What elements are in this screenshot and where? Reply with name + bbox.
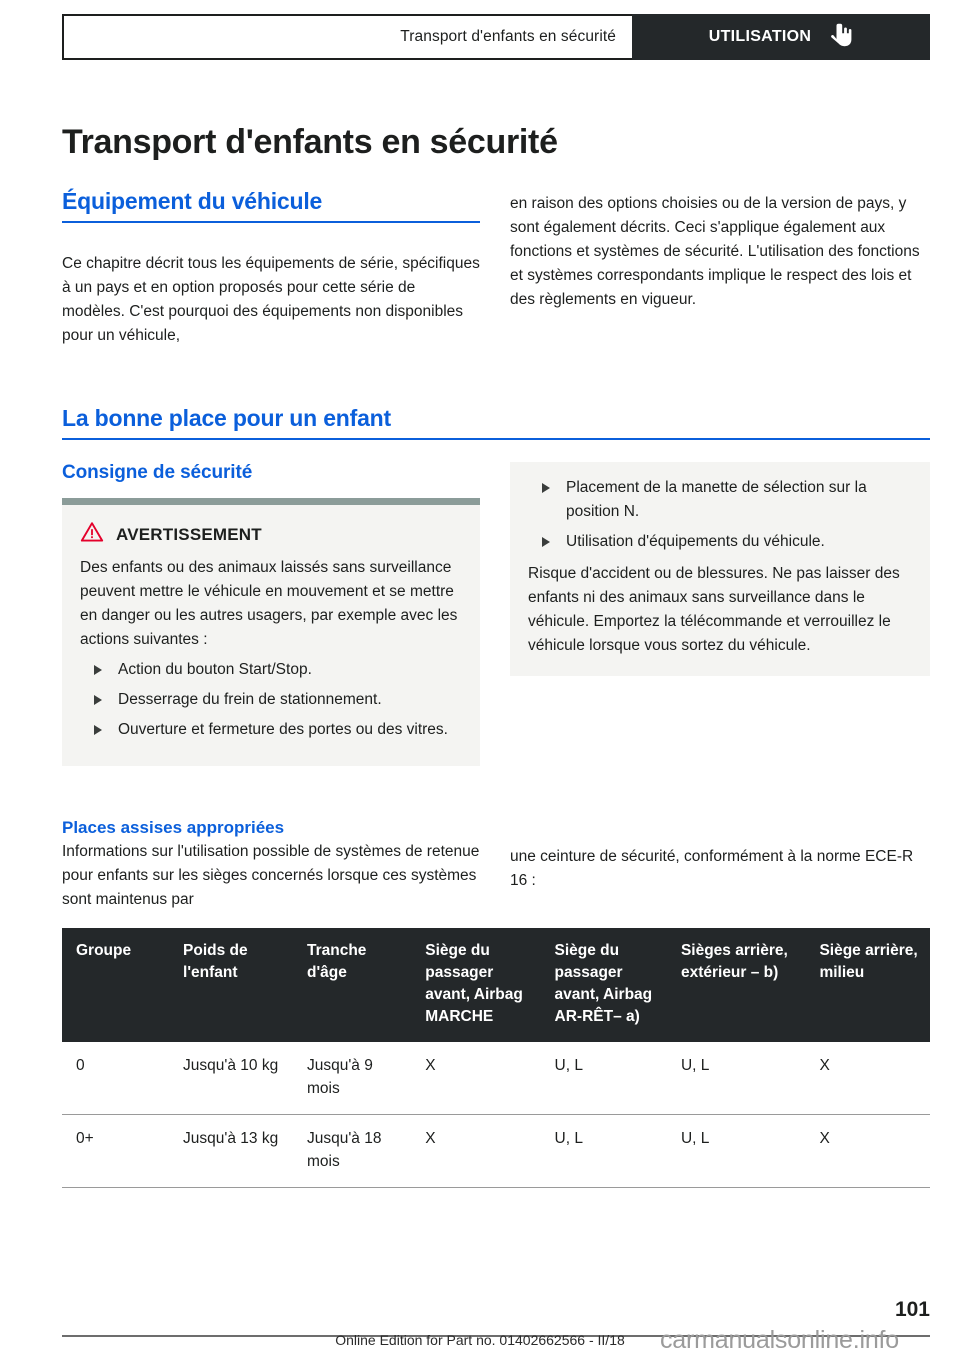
equipment-heading-rule <box>62 221 480 223</box>
safety-heading: Consigne de sécurité <box>62 462 253 483</box>
list-item <box>80 658 462 682</box>
warning-header <box>80 521 462 548</box>
list-item <box>528 530 912 554</box>
warning-triangle-icon <box>80 521 104 548</box>
seats-left-paragraph: Informations sur l'utilisation possible de systèmes de retenue pour enfants sur les sièges concernés lorsque ces systèmes sont maintenus par <box>62 843 480 908</box>
list-item <box>80 718 462 742</box>
table-cell-rear-middle: X <box>809 1115 930 1188</box>
table-row <box>62 1042 930 1115</box>
seats-right-block <box>510 845 930 893</box>
table-row <box>62 1115 930 1188</box>
triangle-bullet-icon <box>94 665 102 675</box>
breadcrumb <box>62 14 632 60</box>
breadcrumb-label: Transport d'enfants en sécurité <box>400 28 616 45</box>
warning-title: AVERTISSEMENT <box>116 524 262 544</box>
triangle-bullet-icon <box>542 537 550 547</box>
equipment-left-text <box>62 252 480 348</box>
watermark: carmanualsonline.info <box>660 1326 900 1354</box>
table-column-header-arriere-milieu: Siège arrière, milieu <box>809 928 930 1042</box>
table-cell-airbag-on: X <box>415 1042 544 1115</box>
triangle-bullet-icon <box>94 725 102 735</box>
table-cell-age: Jusqu'à 9 mois <box>297 1042 415 1115</box>
table-cell-rear-middle: X <box>809 1042 930 1115</box>
warning-bullets-right <box>528 476 912 554</box>
equipment-right-paragraph: en raison des options choisies ou de la version de pays, y sont également décrits. Ceci s'applique également aux fonctions et systèmes de sécurité. L'utilisation des fonctions et systèmes correspondants implique le respect des lois et des règlements en vigueur. <box>510 195 920 308</box>
table-cell-airbag-off: U, L <box>545 1042 671 1115</box>
table-column-header-arriere-exterieur: Sièges arrière, extérieur – b) <box>671 928 809 1042</box>
table-column-header-groupe: Groupe <box>62 928 173 1042</box>
table-cell-poids: Jusqu'à 13 kg <box>173 1115 297 1188</box>
list-item <box>80 688 462 712</box>
table-column-header-poids: Poids de l'enfant <box>173 928 297 1042</box>
table-column-header-tranche-age: Tranche d'âge <box>297 928 415 1042</box>
section-tab-label: UTILISATION <box>708 28 812 45</box>
triangle-bullet-icon <box>94 695 102 705</box>
table-column-header-airbag-marche: Siège du passager avant, Airbag MARCHE <box>415 928 544 1042</box>
table-cell-rear-outer: U, L <box>671 1115 809 1188</box>
table-cell-age: Jusqu'à 18 mois <box>297 1115 415 1188</box>
table-cell-rear-outer: U, L <box>671 1042 809 1115</box>
warning-notebox <box>62 498 480 766</box>
equipment-heading-block <box>62 188 480 223</box>
safety-heading-block <box>62 462 480 484</box>
warning-closing-paragraph: Risque d'accident ou de blessures. Ne pas laisser des enfants ni des animaux sans surveillance dans le véhicule. Emportez la télécommande et verrouillez le véhicule lorsque vous sortez du véhicule. <box>528 565 900 654</box>
page-running-header <box>62 14 930 60</box>
equipment-right-text <box>510 192 930 312</box>
right-place-heading-block <box>62 405 930 440</box>
triangle-bullet-icon <box>542 483 550 493</box>
seats-heading: Places assises appropriées <box>62 818 285 837</box>
table-cell-groupe: 0+ <box>62 1115 173 1188</box>
footer-edition: Online Edition for Part no. 01402662566 - II/18 <box>335 1332 625 1348</box>
warning-notebox-continued <box>510 462 930 676</box>
table-header-row <box>62 928 930 1042</box>
list-item-label: Action du bouton Start/Stop. <box>118 661 312 678</box>
section-tab <box>632 14 930 60</box>
warning-box-continued <box>510 462 930 676</box>
pointing-hand-icon <box>829 22 853 53</box>
warning-body: Des enfants ou des animaux laissés sans surveillance peuvent mettre le véhicule en mouvement et se mettre en danger ou les autres usagers, par exemple avec les actions suivantes : <box>80 559 458 648</box>
page-number: 101 <box>894 1298 930 1321</box>
list-item-label: Desserrage du frein de stationnement. <box>118 691 382 708</box>
right-place-heading: La bonne place pour un enfant <box>62 405 391 431</box>
table-cell-poids: Jusqu'à 10 kg <box>173 1042 297 1115</box>
page-title: Transport d'enfants en sécurité <box>62 122 558 161</box>
warning-bullets-left <box>80 658 462 742</box>
list-item-label: Placement de la manette de sélection sur la position N. <box>566 479 867 520</box>
list-item <box>528 476 912 524</box>
seats-right-paragraph: une ceinture de sécurité, conformément à la norme ECE-R 16 : <box>510 848 914 889</box>
list-item-label: Utilisation d'équipements du véhicule. <box>566 533 825 550</box>
equipment-heading: Équipement du véhicule <box>62 188 323 214</box>
right-place-heading-rule <box>62 438 930 440</box>
table-cell-airbag-off: U, L <box>545 1115 671 1188</box>
table-column-header-airbag-arret: Siège du passager avant, Airbag AR-RÊT– a) <box>545 928 671 1042</box>
child-seat-table <box>62 928 930 1188</box>
table-cell-airbag-on: X <box>415 1115 544 1188</box>
table-body <box>62 1042 930 1188</box>
list-item-label: Ouverture et fermeture des portes ou des vitres. <box>118 721 448 738</box>
seats-left-block <box>62 818 480 912</box>
table-head <box>62 928 930 1042</box>
warning-box <box>62 498 480 766</box>
table-cell-groupe: 0 <box>62 1042 173 1115</box>
equipment-left-paragraph: Ce chapitre décrit tous les équipements de série, spécifiques à un pays et en option proposés pour cette série de modèles. C'est pourquoi des équipements non disponibles pour un véhicule, <box>62 255 480 344</box>
